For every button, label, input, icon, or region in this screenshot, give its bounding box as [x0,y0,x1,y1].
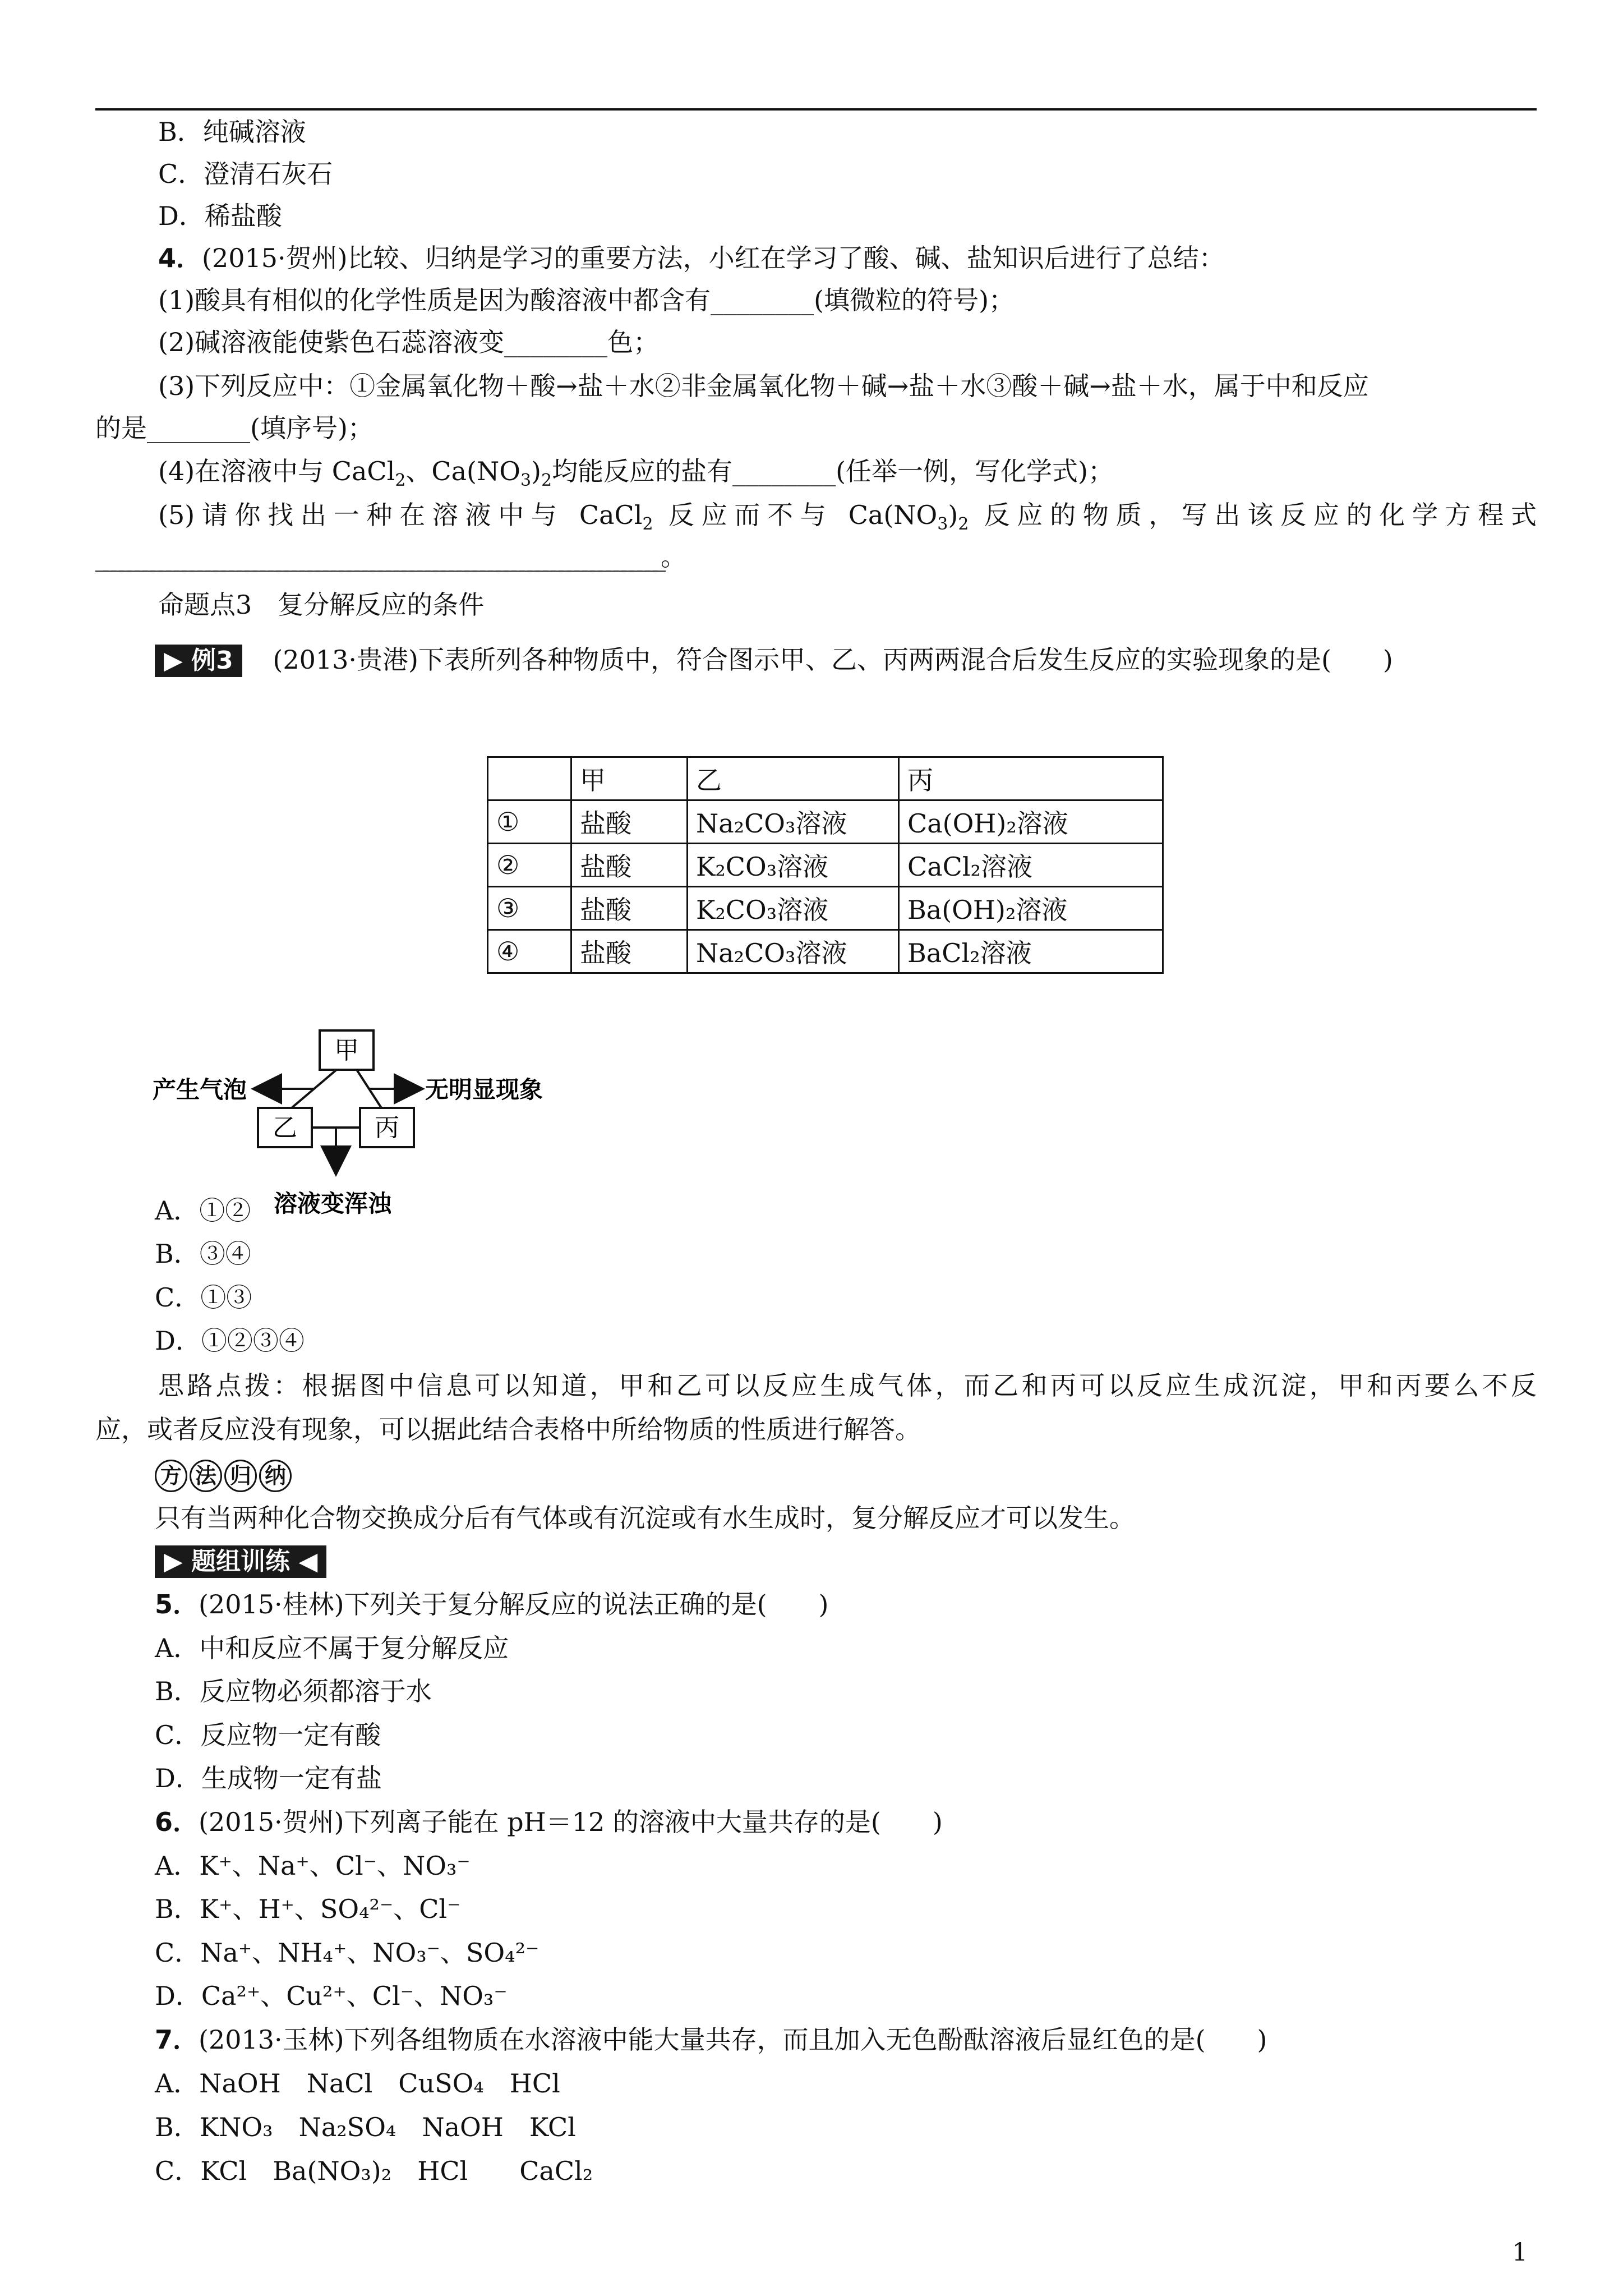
q6-stem: 6．(2015·贺州)下列离子能在 pH＝12 的溶液中大量共存的是( ) [155,1807,943,1837]
table-cell: Ba(OH)₂溶液 [899,887,1163,930]
table-cell: Na₂CO₃溶液 [688,930,899,973]
q5-stem: 5．(2015·桂林)下列关于复分解反应的说法正确的是( ) [155,1589,829,1619]
table-header-cell: 甲 [571,757,688,800]
table-cell: 盐酸 [571,930,688,973]
table-cell: BaCl₂溶液 [899,930,1163,973]
q4-part4: (4)在溶液中与 CaCl$_2$、$Ca(NO_3)_2$均能反应的盐有________(任举一例，写化学式)； [158,456,1114,491]
table-row [488,844,1163,887]
example-badge: ▶ 例3 [155,645,242,677]
table-row [488,887,1163,930]
ex3-option-d: D．①②③④ [155,1326,305,1356]
ex3-option-b: B．③④ [155,1239,251,1269]
table-cell: K₂CO₃溶液 [688,844,899,887]
q4-answer-blank: ________________________________________________________________________。 [95,541,681,572]
label-no-phenomenon: 无明显现象 [425,1076,543,1103]
q3-option-c: C．澄清石灰石 [158,159,333,189]
hint-line1: 思路点拨：根据图中信息可以知道，甲和乙可以反应生成气体，而乙和丙可以反应生成沉淀，甲和丙要么不反 [158,1370,1537,1401]
q4-part2: (2)碱溶液能使紫色石蕊溶液变________色； [158,327,660,357]
label-yi: 乙 [273,1114,297,1142]
table-header-row [488,757,1163,800]
q5-option-c: C．反应物一定有酸 [155,1720,381,1750]
hint-line2: 应，或者反应没有现象，可以据此结合表格中所给物质的性质进行解答。 [95,1414,921,1444]
q5-option-b: B．反应物必须都溶于水 [155,1676,432,1706]
q7-option-c: C．KCl Ba(NO₃)₂ HCl CaCl₂ [155,2156,593,2186]
table-header-cell: 乙 [688,757,899,800]
table-cell: ④ [488,930,571,973]
method-char: 归 [224,1460,257,1492]
q3-option-b: B．纯碱溶液 [158,117,306,147]
q6-option-c: C．Na⁺、NH₄⁺、NO₃⁻、SO₄²⁻ [155,1938,540,1968]
q5-option-a: A．中和反应不属于复分解反应 [155,1633,509,1663]
q6-option-b: B．K⁺、H⁺、SO₄²⁻、Cl⁻ [155,1894,461,1924]
table-cell: 盐酸 [571,844,688,887]
table-cell: Ca(OH)₂溶液 [899,800,1163,844]
reagent-table [487,756,1164,974]
table-cell: ③ [488,887,571,930]
ex3-option-c: C．①③ [155,1282,252,1313]
section-heading: 命题点3 复分解反应的条件 [158,590,485,620]
table-cell: ① [488,800,571,844]
q7-option-a: A．NaOH NaCl CuSO₄ HCl [155,2068,560,2099]
ex3-option-a: A．①② [155,1195,251,1226]
q6-option-d: D．Ca²⁺、Cu²⁺、Cl⁻、NO₃⁻ [155,1981,508,2011]
method-char: 方 [155,1460,187,1492]
group-training-heading: ▶ 题组训练 ◀ [155,1544,326,1578]
header-rule [95,108,1537,111]
label-bubbles: 产生气泡 [153,1076,247,1103]
label-jia: 甲 [334,1036,359,1065]
q4-part5: (5)请你找出一种在溶液中与 CaCl$_2$ 反应而不与 $Ca(NO_3)_2$ 反应的物质，写出该反应的化学方程式 [158,500,1537,535]
label-turbid: 溶液变浑浊 [274,1190,392,1217]
method-char: 纳 [259,1460,292,1492]
table-header-cell [488,757,571,800]
table-row [488,930,1163,973]
table-cell: K₂CO₃溶液 [688,887,899,930]
example3: ▶ 例3 (2013·贵港)下表所列各种物质中，符合图示甲、乙、丙两两混合后发生反应的实验现象的是( ) [155,643,1393,677]
q4-part3-line2: 的是________(填序号)； [95,413,374,443]
method-summary-text: 只有当两种化合物交换成分后有气体或有沉淀或有水生成时，复分解反应才可以发生。 [155,1503,1135,1533]
table-cell: 盐酸 [571,800,688,844]
table-row [488,800,1163,844]
table-header-cell: 丙 [899,757,1163,800]
q6-option-a: A．K⁺、Na⁺、Cl⁻、NO₃⁻ [155,1851,471,1881]
q7-option-b: B．KNO₃ Na₂SO₄ NaOH KCl [155,2112,576,2142]
label-bing: 丙 [375,1114,399,1142]
table-cell: CaCl₂溶液 [899,844,1163,887]
table-cell: ② [488,844,571,887]
q3-option-d: D．稀盐酸 [158,201,282,231]
method-summary-title [155,1457,294,1492]
method-char: 法 [190,1460,222,1492]
q4-part1: (1)酸具有相似的化学性质是因为酸溶液中都含有________(填微粒的符号)； [158,285,1015,315]
table-cell: 盐酸 [571,887,688,930]
q4-part3-line1: (3)下列反应中：①金属氧化物＋酸→盐＋水②非金属氧化物＋碱→盐＋水③酸＋碱→盐＋水，属于中和反应 [158,371,1369,401]
q5-option-d: D．生成物一定有盐 [155,1763,382,1793]
q7-stem: 7．(2013·玉林)下列各组物质在水溶液中能大量共存，而且加入无色酚酞溶液后显红色的是( ) [155,2024,1267,2055]
page-number: 1 [1512,2238,1528,2267]
table-cell: Na₂CO₃溶液 [688,800,899,844]
q4-stem: 4．(2015·贺州)比较、归纳是学习的重要方法，小红在学习了酸、碱、盐知识后进行了总结： [158,243,1225,273]
